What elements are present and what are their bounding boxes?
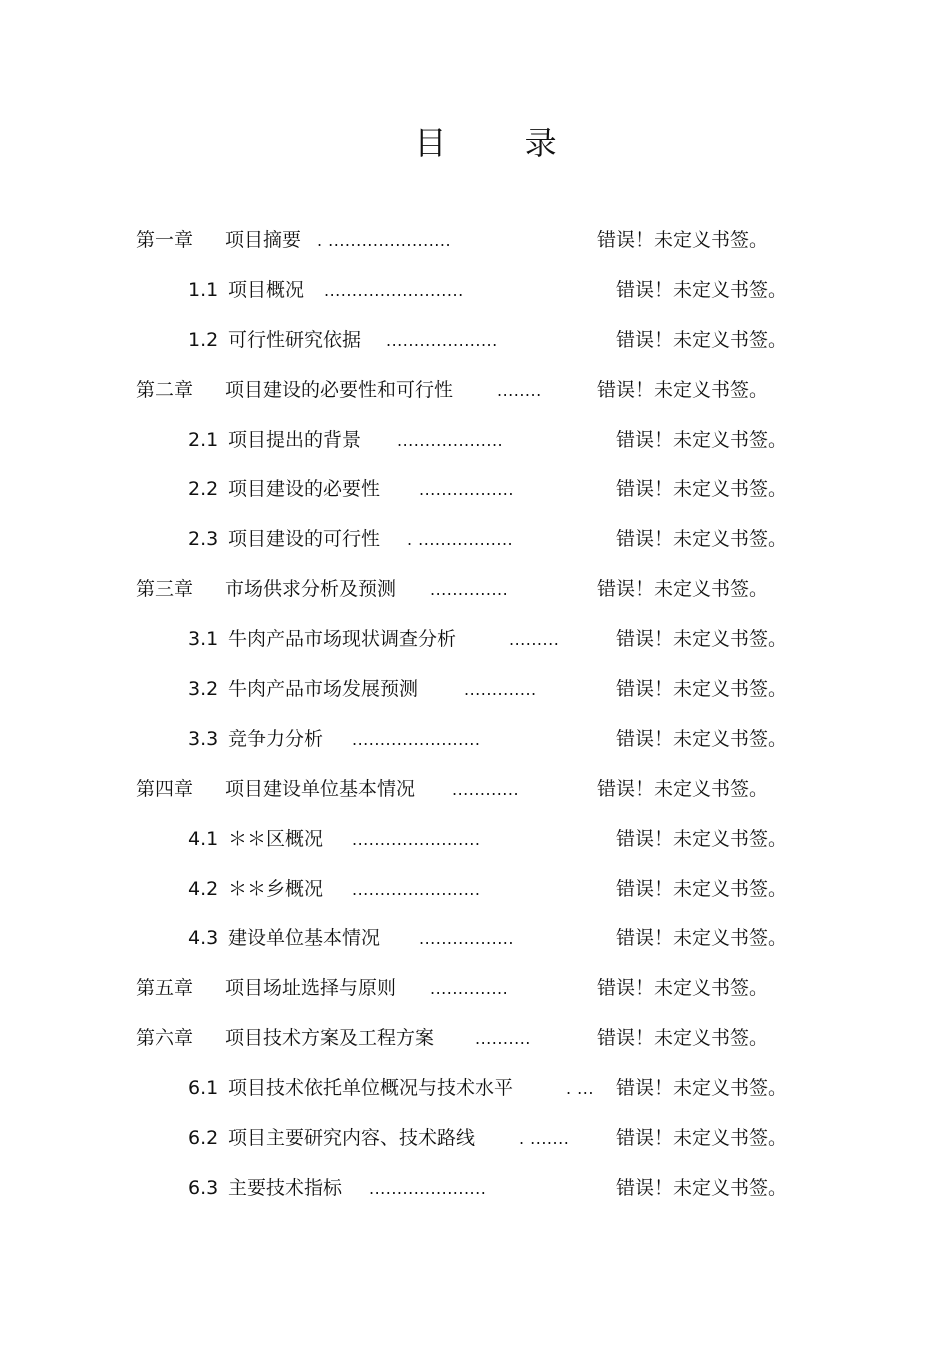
- toc-entry-number: 3.2: [188, 678, 219, 701]
- toc-entry-page-ref: 错误！未定义书签。: [616, 428, 788, 451]
- toc-entry[interactable]: [0, 665, 950, 715]
- toc-entry-page-ref: 错误！未定义书签。: [616, 1176, 788, 1199]
- toc-entry-number: 4.3: [188, 927, 219, 950]
- toc-entry-page-ref: 错误！未定义书签。: [616, 528, 788, 551]
- toc-entry-leader: ..........: [475, 1029, 531, 1049]
- toc-entry[interactable]: [0, 1064, 950, 1114]
- toc-entry-leader: . ......................: [317, 231, 452, 250]
- toc-entry-number: 4.2: [188, 877, 219, 900]
- toc-entry[interactable]: [0, 316, 950, 366]
- toc-entry[interactable]: [0, 515, 950, 565]
- toc-entry-page-ref: 错误！未定义书签。: [597, 1027, 769, 1050]
- toc-entry-page-ref: 错误！未定义书签。: [616, 927, 788, 950]
- toc-entry-leader: .........................: [324, 280, 464, 300]
- toc-entry-number: 第四章: [136, 777, 194, 800]
- toc-entry-number: 2.1: [188, 428, 219, 451]
- toc-entry-title: 牛肉产品市场现状调查分析: [228, 628, 457, 651]
- toc-entry-leader: ..............: [430, 979, 509, 999]
- toc-entry-title: 牛肉产品市场发展预测: [228, 678, 419, 701]
- page-title: 目 录: [414, 124, 591, 162]
- toc-entry-page-ref: 错误！未定义书签。: [597, 578, 769, 601]
- toc-entry-leader: ...................: [397, 430, 504, 450]
- toc-entry[interactable]: [0, 765, 950, 815]
- toc-entry-page-ref: 错误！未定义书签。: [597, 777, 769, 800]
- toc-entry-title: 建设单位基本情况: [228, 927, 381, 950]
- toc-entry[interactable]: [0, 416, 950, 466]
- toc-entry-leader: .......................: [352, 829, 481, 849]
- toc-entry[interactable]: [0, 465, 950, 515]
- toc-entry[interactable]: [0, 216, 950, 266]
- toc-entry[interactable]: [0, 715, 950, 765]
- toc-entry-page-ref: 错误！未定义书签。: [616, 727, 788, 750]
- toc-entry[interactable]: [0, 1014, 950, 1064]
- toc-entry-number: 第一章: [136, 229, 194, 251]
- toc-entry-number: 2.3: [188, 528, 219, 551]
- toc-entry-page-ref: 错误！未定义书签。: [597, 229, 769, 251]
- toc-entry-number: 第六章: [136, 1027, 194, 1050]
- toc-entry-page-ref: 错误！未定义书签。: [597, 977, 769, 1000]
- toc-entry-page-ref: 错误！未定义书签。: [616, 877, 788, 900]
- toc-entry-number: 4.1: [188, 827, 219, 850]
- toc-entry-page-ref: 错误！未定义书签。: [616, 1127, 788, 1150]
- toc-entry-title: 项目技术方案及工程方案: [225, 1027, 435, 1050]
- toc-entry-title: 项目场址选择与原则: [225, 977, 397, 1000]
- toc-entry-page-ref: 错误！未定义书签。: [616, 827, 788, 850]
- toc-entry-number: 3.3: [188, 727, 219, 750]
- toc-entry-leader: ....................: [386, 330, 498, 350]
- toc-entry-number: 6.2: [188, 1127, 219, 1150]
- toc-entry-title: 项目建设的必要性: [228, 478, 381, 501]
- toc-entry-title: 项目建设单位基本情况: [225, 777, 416, 800]
- toc-entry-title: 主要技术指标: [228, 1176, 343, 1199]
- toc-entry-title: 项目概况: [228, 278, 305, 301]
- toc-entry-leader: . .................: [407, 530, 514, 550]
- toc-entry-leader: . .......: [519, 1129, 570, 1149]
- toc-entry-title: 市场供求分析及预测: [225, 578, 397, 601]
- toc-entry-leader: .........: [509, 630, 560, 650]
- toc-entry[interactable]: [0, 914, 950, 964]
- toc-entry-page-ref: 错误！未定义书签。: [616, 328, 788, 351]
- toc-entry-number: 6.3: [188, 1176, 219, 1199]
- table-of-contents: [0, 216, 950, 1214]
- toc-entry-number: 1.2: [188, 328, 219, 351]
- toc-entry-page-ref: 错误！未定义书签。: [616, 278, 788, 301]
- toc-entry-number: 1.1: [188, 278, 219, 301]
- toc-entry-number: 6.1: [188, 1077, 219, 1100]
- toc-entry[interactable]: [0, 565, 950, 615]
- toc-entry-title: ＊＊乡概况: [228, 877, 324, 900]
- toc-entry-leader: .................: [419, 929, 514, 949]
- toc-entry-leader: ............: [452, 779, 520, 799]
- toc-entry-leader: ........: [497, 380, 542, 400]
- toc-entry-title: 项目摘要: [225, 229, 302, 251]
- toc-entry[interactable]: [0, 615, 950, 665]
- toc-entry[interactable]: [0, 366, 950, 416]
- toc-entry-title: 竞争力分析: [228, 727, 324, 750]
- toc-entry-leader: .......................: [352, 879, 481, 899]
- toc-entry-leader: .............: [464, 680, 537, 700]
- toc-entry-leader: .................: [419, 480, 514, 500]
- toc-entry-page-ref: 错误！未定义书签。: [616, 478, 788, 501]
- toc-entry-number: 第三章: [136, 578, 194, 601]
- toc-entry-title: 项目建设的可行性: [228, 528, 381, 551]
- toc-entry-page-ref: 错误！未定义书签。: [616, 1077, 788, 1100]
- toc-entry[interactable]: [0, 266, 950, 316]
- toc-entry-page-ref: 错误！未定义书签。: [597, 378, 769, 401]
- toc-entry-leader: .......................: [352, 729, 481, 749]
- toc-entry-page-ref: 错误！未定义书签。: [616, 678, 788, 701]
- toc-entry[interactable]: [0, 815, 950, 865]
- toc-entry-leader: .....................: [369, 1178, 487, 1198]
- toc-entry[interactable]: [0, 865, 950, 915]
- toc-entry-number: 第二章: [136, 378, 194, 401]
- toc-entry-number: 3.1: [188, 628, 219, 651]
- toc-entry-title: 项目技术依托单位概况与技术水平: [228, 1077, 514, 1100]
- toc-entry-number: 2.2: [188, 478, 219, 501]
- toc-entry-title: 可行性研究依据: [228, 328, 362, 351]
- toc-entry[interactable]: [0, 964, 950, 1014]
- toc-entry-leader: ..............: [430, 580, 509, 600]
- toc-entry-number: 第五章: [136, 977, 194, 1000]
- toc-entry-title: ＊＊区概况: [228, 827, 324, 850]
- toc-entry-page-ref: 错误！未定义书签。: [616, 628, 788, 651]
- toc-entry-leader: . ...: [566, 1079, 594, 1099]
- toc-entry[interactable]: [0, 1114, 950, 1164]
- toc-entry-title: 项目提出的背景: [228, 428, 362, 451]
- toc-entry[interactable]: [0, 1164, 950, 1214]
- toc-entry-title: 项目主要研究内容、技术路线: [228, 1127, 476, 1150]
- toc-entry-title: 项目建设的必要性和可行性: [225, 378, 454, 401]
